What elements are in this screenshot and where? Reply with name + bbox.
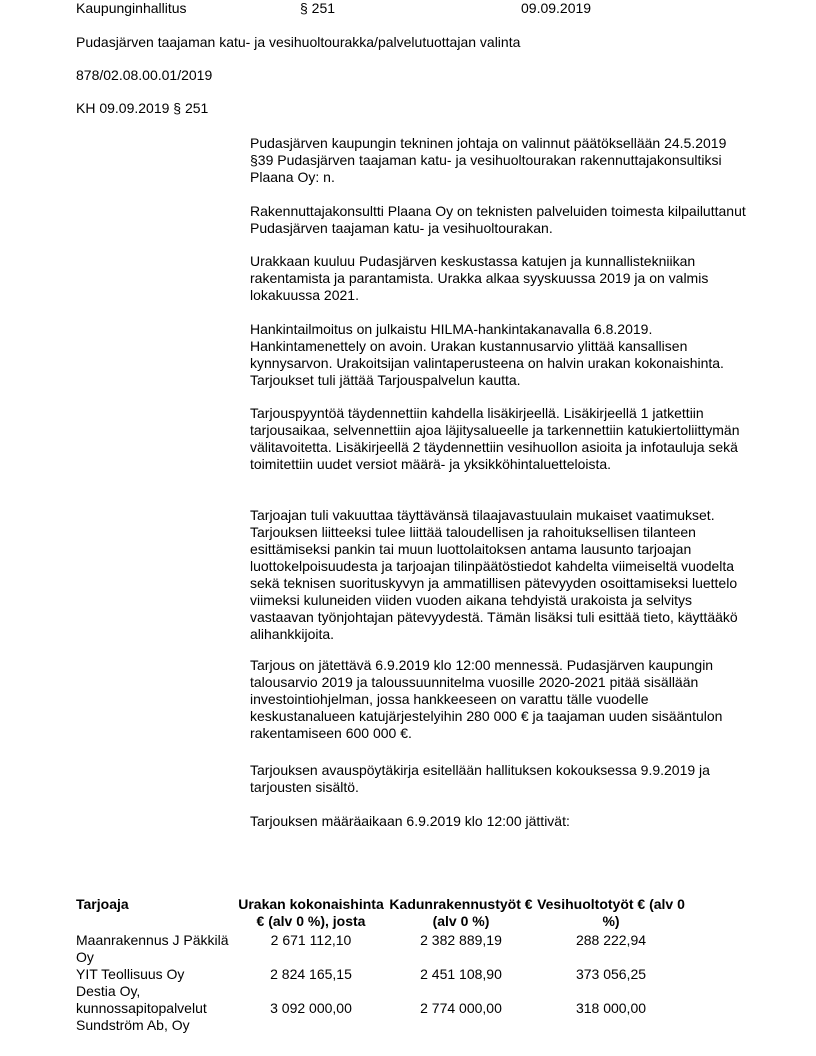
water-works-price: 318 000,00: [575, 1000, 647, 1016]
body-paragraph: Tarjouspyyntöä täydennettiin kahdella lisäkirjeellä. Lisäkirjeellä 1 jatkettiin tarjousaikaa, selvennettiin ajoa läjitysalueelle ja tarkennettiin katukiertoliittymän välitavoitetta. Lisäkirjeellä 2 täydennettiin vesihuollon asioita ja infotauluja sekä toimitettiin uudet versiot määrä- ja yksikköhintaluetteloista.: [250, 405, 740, 472]
water-works-price: 288 222,94: [575, 932, 647, 948]
water-works-price: 373 056,25: [575, 966, 647, 982]
total-price: 3 092 000,00: [270, 1000, 352, 1016]
street-works-price: 2 774 000,00: [420, 1000, 502, 1016]
table-row: [76, 983, 686, 1034]
document-title: Pudasjärven taajaman katu- ja vesihuoltourakka/palvelutuottajan valinta: [76, 34, 521, 50]
meeting-reference: KH 09.09.2019 § 251: [76, 100, 209, 116]
body-paragraph: Tarjouksen määräaikaan 6.9.2019 klo 12:00 jättivät:: [250, 813, 570, 829]
table-row: [76, 932, 686, 966]
tenderer-name: Maanrakennus J Päkkilä Oy: [76, 932, 229, 965]
street-works-price: 2 451 108,90: [420, 966, 502, 982]
tenderer-name: YIT Teollisuus Oy: [76, 966, 185, 982]
body-paragraph: Pudasjärven kaupungin tekninen johtaja on valinnut päätöksellään 24.5.2019 §39 Pudasjärven taajaman katu- ja vesihuoltourakan rakennuttajakonsultiksi Plaana Oy: n.: [250, 135, 727, 185]
record-number: 878/02.08.00.01/2019: [76, 67, 213, 83]
column-header-street-works: Kadunrakennustyöt € (alv 0 %): [389, 896, 533, 929]
body-paragraph: Rakennuttajakonsultti Plaana Oy on teknisten palveluiden toimesta kilpailuttanut Pudasjärven taajaman katu- ja vesihuoltourakan.: [250, 203, 746, 236]
header-section: § 251: [300, 0, 336, 16]
body-paragraph: Urakkaan kuuluu Pudasjärven keskustassa katujen ja kunnallistekniikan rakentamista ja parantamista. Urakka alkaa syyskuussa 2019 ja on valmis lokakuussa 2021.: [250, 253, 709, 303]
column-header-tenderer: Tarjoaja: [76, 896, 129, 912]
table-header-row: [76, 896, 686, 932]
street-works-price: 2 382 889,19: [420, 932, 502, 948]
total-price: 2 671 112,10: [270, 932, 352, 948]
body-paragraph: Tarjous on jätettävä 6.9.2019 klo 12:00 mennessä. Pudasjärven kaupungin talousarvio 2019 ja taloussuunnitelma vuosille 2020-2021 pitää sisällään investointiohjelman, jossa hankkeeseen on varattu tälle vuodelle keskustanalueen katujärjestelyihin 280 000 € ja taajaman uuden sisääntulon rakentamiseen 600 000 €.: [250, 657, 723, 741]
table-row: [76, 966, 686, 983]
tender-table: [76, 896, 686, 1034]
body-paragraph: Tarjoajan tuli vakuuttaa täyttävänsä tilaajavastuulain mukaiset vaatimukset. Tarjouksen liitteeksi tulee liittää taloudellisen ja rahoituksellisen tilanteen esittämiseksi pankin tai muun luottolaitoksen antama lausunto tarjoajan luottokelpoisuudesta ja tarjoajan tilinpäätöstiedot kahdelta viimeiseltä vuodelta sekä teknisen suorituskyvyn ja ammatillisen pätevyyden osoittamiseksi luettelo viimeksi kuluneiden viiden vuoden aikana tehdyistä urakoista ja selvitys vastaavan työnjohtajan pätevyydestä. Tämän lisäksi tuli esittää tieto, käyttääkö alihankkijoita.: [250, 507, 738, 642]
body-paragraph: Tarjouksen avauspöytäkirja esitellään hallituksen kokouksessa 9.9.2019 ja tarjousten sisältö.: [250, 762, 710, 795]
tenderer-name: Destia Oy, kunnossapitopalvelut Sundström Ab, Oy: [76, 983, 207, 1033]
body-paragraph: Hankintailmoitus on julkaistu HILMA-hankintakanavalla 6.8.2019. Hankintamenettely on avoin. Urakan kustannusarvio ylittää kansallisen kynnysarvon. Urakoitsijan valintaperusteena on halvin urakan kokonaishinta. Tarjoukset tuli jättää Tarjouspalvelun kautta.: [250, 321, 724, 388]
header-date: 09.09.2019: [521, 0, 592, 16]
header-organ: Kaupunginhallitus: [76, 0, 187, 16]
column-header-water-works: Vesihuoltotyöt € (alv 0 %): [537, 896, 685, 929]
total-price: 2 824 165,15: [270, 966, 352, 982]
column-header-total-price: Urakan kokonaishinta € (alv 0 %), josta: [238, 896, 384, 929]
